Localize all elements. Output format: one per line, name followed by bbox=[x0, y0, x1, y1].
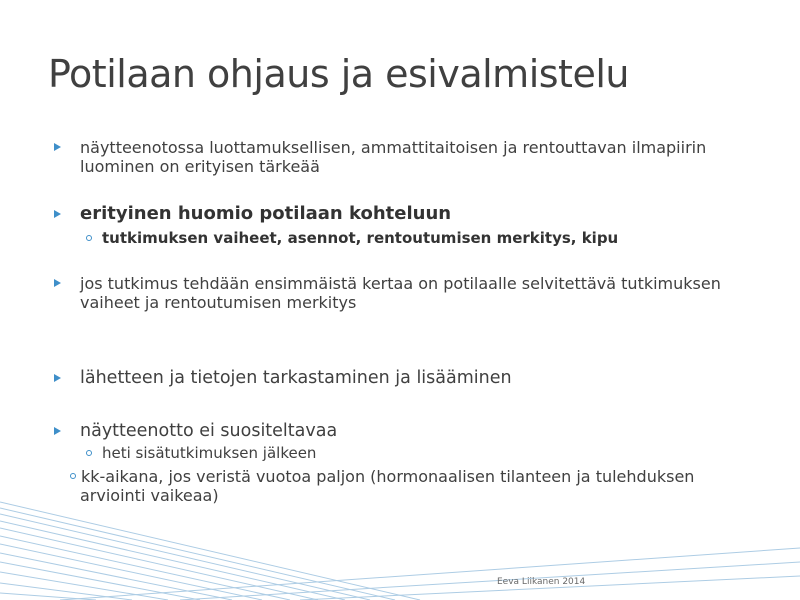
bullet-text: näytteenotossa luottamuksellisen, ammattitaitoisen ja rentouttavan ilmapiirin luominen on erityisen tärkeää bbox=[80, 138, 707, 176]
bullet-text: näytteenotto ei suositeltavaa bbox=[80, 421, 338, 441]
circle-outline-icon bbox=[86, 235, 92, 241]
triangle-right-icon bbox=[54, 427, 61, 435]
slide-title: Potilaan ohjaus ja esivalmistelu bbox=[48, 52, 629, 96]
bullet-item bbox=[80, 203, 760, 225]
sub-bullet-text: tutkimuksen vaiheet, asennot, rentoutumisen merkitys, kipu bbox=[102, 229, 619, 247]
bullet-text: jos tutkimus tehdään ensimmäistä kertaa on potilaalle selvitettävä tutkimuksen vaiheet ja rentoutumisen merkitys bbox=[80, 274, 721, 312]
slide-footer: Eeva Liikanen 2014 bbox=[497, 577, 586, 587]
triangle-right-icon bbox=[54, 210, 61, 218]
sub-bullet-text: heti sisätutkimuksen jälkeen bbox=[102, 444, 317, 462]
triangle-right-icon bbox=[54, 143, 61, 151]
sub-bullet-item bbox=[102, 229, 742, 248]
bullet-item bbox=[80, 420, 760, 442]
triangle-right-icon bbox=[54, 279, 61, 287]
sub-bullet-item bbox=[80, 467, 720, 505]
sub-bullet-item bbox=[102, 444, 742, 463]
triangle-right-icon bbox=[54, 374, 61, 382]
circle-outline-icon bbox=[86, 450, 92, 456]
bullet-text: erityinen huomio potilaan kohteluun bbox=[80, 203, 452, 224]
bullet-item bbox=[80, 274, 760, 312]
bullet-text: lähetteen ja tietojen tarkastaminen ja lisääminen bbox=[80, 368, 512, 388]
bullet-item bbox=[80, 138, 760, 176]
sub-bullet-text: kk-aikana, jos veristä vuotoa paljon (hormonaalisen tilanteen ja tulehduksen arviointi vaikeaa) bbox=[80, 467, 695, 505]
bullet-item bbox=[80, 367, 760, 389]
circle-outline-icon bbox=[70, 473, 76, 479]
